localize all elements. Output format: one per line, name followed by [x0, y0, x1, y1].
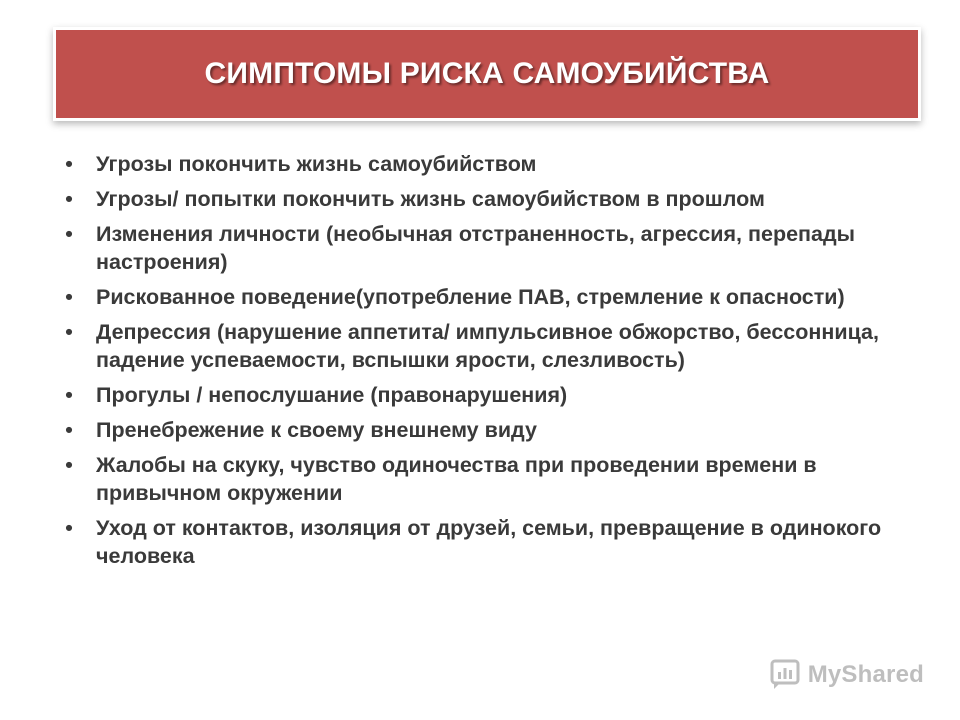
bullet-icon: • [65, 516, 73, 540]
list-item [62, 416, 912, 444]
list-item-text: Угрозы покончить жизнь самоубийством [96, 152, 537, 176]
bullet-icon: • [65, 187, 73, 211]
list-item [62, 150, 912, 178]
bullet-icon: • [65, 285, 73, 309]
bullet-icon: • [65, 383, 73, 407]
list-item-text: Прогулы / непослушание (правонарушения) [96, 383, 568, 407]
bullet-icon: • [65, 222, 73, 246]
list-item [62, 381, 912, 409]
symptom-list [62, 150, 912, 577]
mobile-chart-logo-icon [768, 658, 802, 692]
slide-title: СИМПТОМЫ РИСКА САМОУБИЙСТВА [204, 57, 770, 90]
bullet-icon: • [65, 152, 73, 176]
list-item [62, 514, 912, 570]
watermark[interactable] [768, 658, 924, 692]
bullet-icon: • [65, 320, 73, 344]
list-item-text: Рискованное поведение(употребление ПАВ, стремление к опасности) [96, 285, 845, 309]
list-item [62, 220, 912, 276]
list-item [62, 451, 912, 507]
list-item-text: Пренебрежение к своему внешнему виду [96, 418, 537, 442]
bullet-icon: • [65, 418, 73, 442]
list-item [62, 283, 912, 311]
title-banner [56, 30, 918, 118]
watermark-text: MyShared [807, 661, 924, 688]
list-item-text: Депрессия (нарушение аппетита/ импульсивное обжорство, бессонница, падение успеваемости, вспышки ярости, слезливость) [96, 320, 879, 372]
list-item-text: Изменения личности (необычная отстраненность, агрессия, перепады настроения) [96, 222, 855, 274]
list-item [62, 185, 912, 213]
list-item [62, 318, 912, 374]
bullet-icon: • [65, 453, 73, 477]
list-item-text: Угрозы/ попытки покончить жизнь самоубийством в прошлом [96, 187, 765, 211]
list-item-text: Уход от контактов, изоляция от друзей, семьи, превращение в одинокого человека [96, 516, 882, 568]
list-item-text: Жалобы на скуку, чувство одиночества при проведении времени в привычном окружении [96, 453, 817, 505]
